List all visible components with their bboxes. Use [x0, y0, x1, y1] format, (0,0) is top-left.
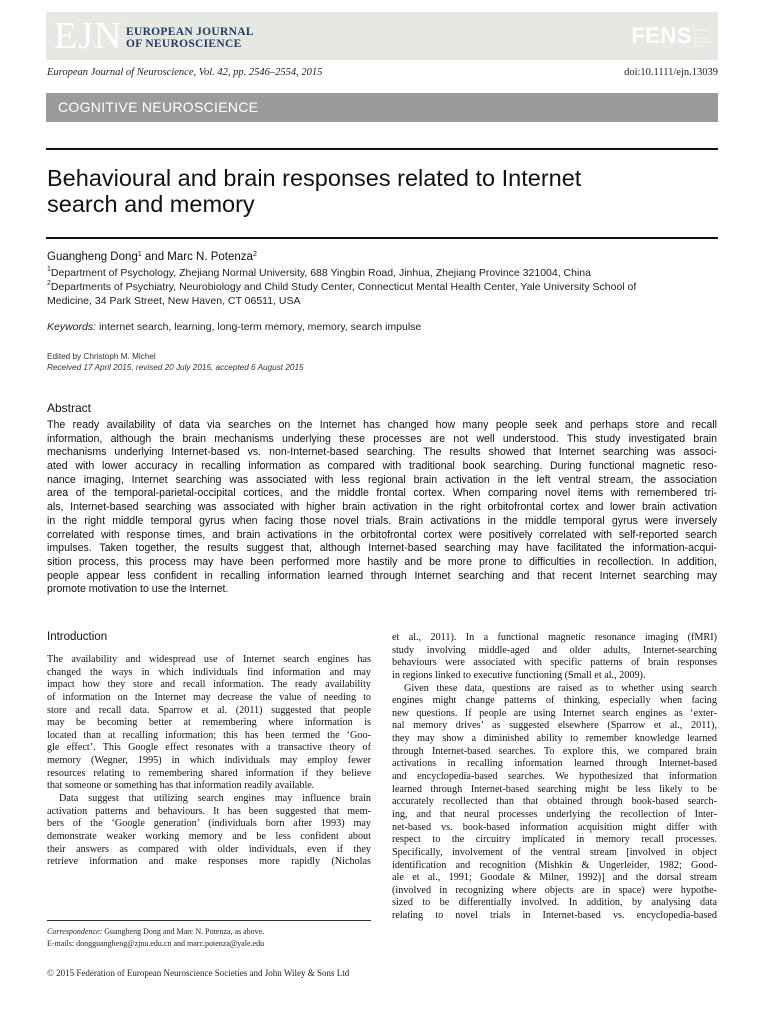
abstract-line: area of the temporal-parietal-occipital cortices, and the middle frontal cortex. When comparing novel items with remembered tri-	[47, 487, 717, 500]
body-text-line: ale et al., 1991; Goodale & Milner, 1992)] and the dorsal stream	[392, 872, 717, 884]
body-text-line: (involved in recognizing where objects are in space) were hypothe-	[392, 884, 717, 896]
body-text-line: demonstrate weaker working memory and be less confident about	[47, 830, 371, 842]
journal-name-line1: EUROPEAN JOURNAL	[126, 26, 254, 38]
correspondence-text: Guangheng Dong and Marc N. Potenza, as above.	[102, 927, 265, 936]
introduction-right-column	[392, 632, 717, 923]
fens-logo: FENS	[631, 23, 692, 48]
body-text-line: in regions linked to executive functioning (Small et al., 2009).	[392, 669, 646, 681]
affiliation-marker: 2	[252, 251, 257, 258]
correspondence-label: Correspondence:	[47, 927, 103, 936]
body-text-line: identification and recognition (Mishkin & Ungerleider, 1982; Good-	[392, 859, 717, 871]
affiliation-text: Departments of Psychiatry, Neurobiology and Child Study Center, Connecticut Mental Health Center, Yale University School of	[50, 281, 637, 293]
body-text-line: sized to be differentially involved. In addition, by analysing data	[392, 897, 717, 909]
title-bottom-rule	[46, 237, 718, 239]
body-text-line: changed the ways in which individuals find information and may	[47, 666, 371, 678]
footnote-rule	[47, 920, 371, 921]
body-text-line: they may show a diminished ability to remember knowledge learned	[392, 733, 717, 745]
body-text-line: et al., 2011). In a functional magnetic resonance imaging (fMRI)	[392, 632, 717, 643]
correspondence-emails[interactable]: E-mails: dongguangheng@zjnu.edu.cn and marc.potenza@yale.edu	[47, 939, 265, 948]
body-text-line: gle effect’. This Google effect resonates with a transactive theory of	[47, 742, 371, 754]
body-text-line: store and recall data. Sparrow et al. (2011) suggested that people	[47, 704, 371, 716]
correspondence-note	[47, 926, 371, 937]
body-text-line: retrieve information and make responses more rapidly (Nicholas	[47, 856, 371, 868]
body-text-line: net-based vs. book-based information acquisition might differ with	[392, 821, 717, 833]
affiliation-marker: 2	[47, 280, 51, 287]
body-text-line: relating to novel trials in Internet-based vs. encyclopedia-based	[392, 910, 717, 922]
body-text-line: behaviours were associated with specific patterns of brain responses	[392, 657, 717, 669]
keywords	[47, 321, 421, 333]
abstract-line: information, although the brain mechanisms underlying these processes are not well understood. This study investigated brain	[47, 432, 717, 445]
keywords-label: Keywords:	[47, 321, 97, 333]
body-text-line: ing, and that neural processes underlying the recollection of Inter-	[392, 808, 717, 820]
abstract-line: in the right middle temporal gyrus when facing those novel trials. Brain activations in the middle temporal gyrus were inversely	[47, 514, 717, 527]
body-text-line: impact how they store and recall information. The ready availability	[47, 679, 371, 691]
body-text-line: The availability and widespread use of Internet search engines has	[47, 654, 371, 665]
affiliation-text: Medicine, 34 Park Street, New Haven, CT 06511, USA	[47, 295, 301, 307]
body-text-line: Data suggest that utilizing search engines may influence brain	[59, 793, 371, 805]
body-text-line: accurately recollected than that obtained through book-based search-	[392, 796, 717, 808]
abstract-line: promote motivation to use the Internet.	[47, 583, 229, 596]
body-text-line: their answers as compared with older individuals, even if they	[47, 843, 371, 855]
received-dates: Received 17 April 2015, revised 20 July 2015, accepted 6 August 2015	[47, 363, 304, 372]
body-text-line: memory (Wegner, 1995) in which individuals may employ fewer	[47, 755, 371, 767]
body-text-line: located than at recalling information; this has been termed the ‘Goo-	[47, 729, 371, 741]
doi-link[interactable]: doi:10.1111/ejn.13039	[624, 67, 718, 78]
body-text-line: Specifically, involvement of the ventral stream [involved in object	[392, 846, 717, 858]
abstract-line: impulses. Taken together, the results suggest that, although Internet-based searching may have facilitated the information-acqui-	[47, 542, 717, 555]
section-label: COGNITIVE NEUROSCIENCE	[58, 99, 259, 115]
body-text-line: respect to the circuitry implicated in memory recall processes.	[392, 834, 717, 846]
copyright-notice: © 2015 Federation of European Neuroscience Societies and John Wiley & Sons Ltd	[47, 968, 350, 978]
abstract-heading: Abstract	[47, 401, 92, 415]
article-title	[47, 165, 687, 217]
body-text-line: that someone or something has that information readily available.	[47, 780, 315, 792]
introduction-heading: Introduction	[47, 631, 108, 643]
body-text-line: may be becoming better at remembering where information is	[47, 717, 371, 729]
title-top-rule	[46, 148, 718, 150]
body-text-line: new questions. If people are using Internet search engines as ‘exter-	[392, 707, 717, 719]
affiliation-marker: 1	[47, 266, 51, 273]
abstract-line: als, Internet-based searching was associated with higher brain activation in the right orbitofrontal cortex and lower brain activation	[47, 501, 717, 514]
body-text-line: Given these data, questions are raised as to whether using search	[404, 682, 717, 694]
abstract-line: The ready availability of data via searches on the Internet has changed how many people seek and perhaps store and recall	[47, 419, 717, 431]
body-text-line: of information on the Internet may decrease the value of needing to	[47, 691, 371, 703]
affiliation-marker: 1	[137, 251, 142, 258]
abstract-body	[47, 419, 717, 597]
article-title-line1: Behavioural and brain responses related to Internet	[47, 165, 582, 191]
body-text-line: through Internet-based searches. To explore this, we compared brain	[392, 745, 717, 757]
affiliation-1	[47, 266, 727, 280]
abstract-line: people appear less confident in recalling information learned through Internet searching and that recent Internet searching may	[47, 569, 717, 582]
body-text-line: resources relating to remembering shared information if they believe	[47, 767, 371, 779]
author-name[interactable]: Marc N. Potenza	[167, 251, 253, 263]
body-text-line: and encyclopedia-based searches. We hypothesized that information	[392, 771, 717, 783]
journal-masthead	[46, 12, 718, 60]
keywords-list: internet search, learning, long-term memory, memory, search impulse	[96, 321, 422, 333]
author-name[interactable]: Guangheng Dong	[47, 251, 138, 263]
affiliation-text: Department of Psychology, Zhejiang Normal University, 688 Yingbin Road, Jinhua, Zhejiang Province 321004, China	[50, 267, 591, 279]
section-banner	[46, 93, 718, 122]
introduction-left-column	[47, 654, 371, 869]
journal-name-line2: OF NEUROSCIENCE	[126, 38, 242, 50]
body-text-line: engines might change patterns of thinking, especially when facing	[392, 695, 717, 707]
fens-logo-subtext: Federation of European Neuroscience Societies	[694, 28, 713, 48]
abstract-line: ated with lower accuracy in recalling information as compared with traditional book searching. During functional magnetic reso-	[47, 460, 717, 473]
author-list	[47, 251, 257, 263]
article-title-line2: search and memory	[47, 191, 255, 217]
abstract-line: correlated with response times, and brain activations in the orbitofrontal cortex were positively correlated with self-reported search	[47, 528, 717, 541]
author-separator: and	[141, 251, 168, 263]
abstract-line: sition process, this process may have been performed more hastily and be more prone to difficulties in recollection. In addition,	[47, 555, 717, 568]
body-text-line: activation patterns and behaviours. It has been suggested that mem-	[47, 805, 371, 817]
body-text-line: learned through Internet-based searching might be less likely to be	[392, 783, 717, 795]
journal-citation: European Journal of Neuroscience, Vol. 42, pp. 2546–2554, 2015	[47, 67, 323, 78]
abstract-line: nance imaging, Internet searching was associated with less regional brain activation in the left ventral stream, the association	[47, 473, 717, 486]
body-text-line: activations in recalling information learned through Internet-based	[392, 758, 717, 770]
body-text-line: bers of the ‘Google generation’ (individuals born after 1993) may	[47, 818, 371, 830]
affiliation-2	[47, 280, 727, 308]
editor-line: Edited by Christoph M. Michel	[47, 352, 156, 361]
body-text-line: study involving middle-aged and older adults, Internet-searching	[392, 644, 717, 656]
journal-name	[126, 26, 254, 50]
abstract-line: mechanisms underlying Internet-based vs. non-Internet-based searching. The results showed that Internet searching was associ-	[47, 446, 717, 459]
ejn-logo: EJN	[54, 15, 123, 57]
body-text-line: nal memory drives’ as suggested elsewhere (Sparrow et al., 2011),	[392, 720, 717, 732]
